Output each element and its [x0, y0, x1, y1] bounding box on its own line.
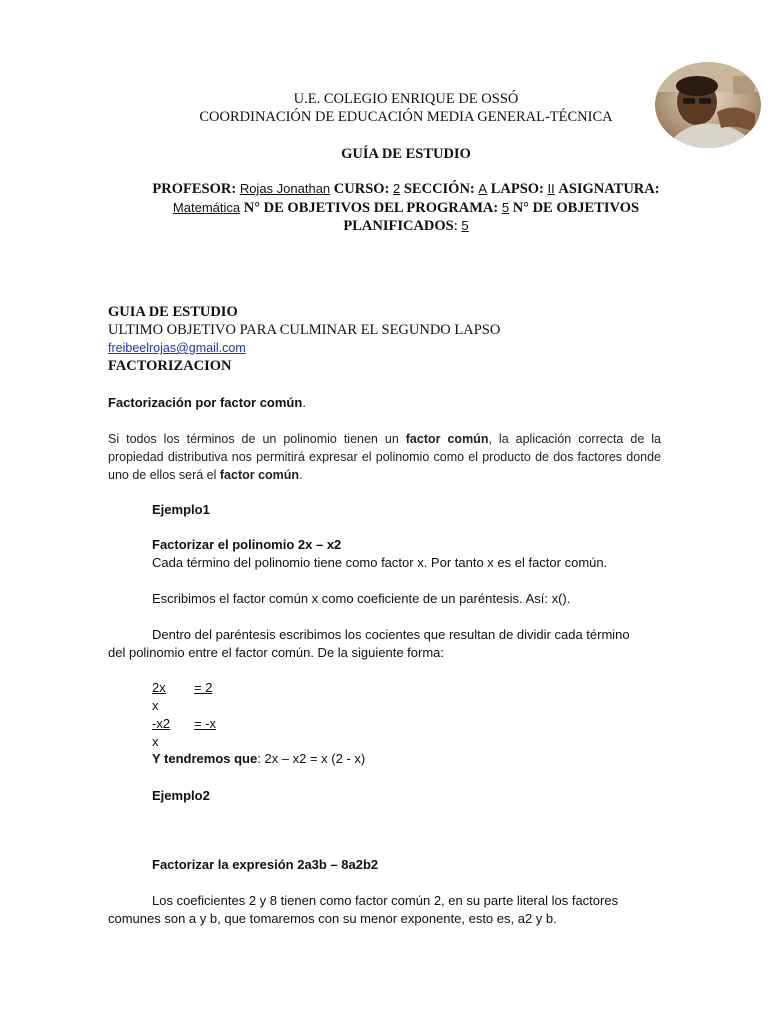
lapso-value: II [547, 181, 555, 196]
intro-bold-1: factor común [405, 432, 489, 446]
fraction2-denominator: x [152, 734, 159, 749]
subtopic-period: . [302, 395, 306, 410]
fraction2-numerator: -x2 [152, 716, 171, 731]
fraction1-row [152, 680, 212, 695]
objetivos-planificados-value: 5 [461, 218, 469, 233]
subtopic-heading [108, 395, 306, 410]
result-expression: : 2x – x2 = x (2 - x) [257, 751, 366, 766]
objetivos-planificados-label: N° DE OBJETIVOS [512, 200, 640, 216]
example1-line1: Cada término del polinomio tiene como factor x. Por tanto x es el factor común. [152, 555, 608, 570]
example1-line2: Escribimos el factor común x como coeficiente de un paréntesis. Así: x(). [152, 591, 571, 606]
fraction2-row [152, 716, 216, 731]
result-line [152, 751, 365, 766]
curso-label: CURSO: [333, 181, 390, 197]
objetivos-programa-label: N° DE OBJETIVOS DEL PROGRAMA: [243, 200, 499, 216]
intro-text-2: , la aplicación correcta de la propiedad distributiva nos permitirá expresar el polinomio como el producto de dos factores donde uno de ellos será el [108, 432, 661, 482]
asignatura-label: ASIGNATURA: [558, 181, 660, 197]
lapso-label: LAPSO: [490, 181, 544, 197]
topic-heading: FACTORIZACION [108, 358, 232, 374]
info-line-2 [100, 200, 712, 217]
coordination-name: COORDINACIÓN DE EDUCACIÓN MEDIA GENERAL-TÉCNICA [199, 109, 613, 125]
subtopic-text: Factorización por factor común [108, 395, 303, 410]
profesor-label: PROFESOR: [152, 181, 237, 197]
intro-paragraph [108, 430, 661, 484]
info-line-1 [100, 181, 712, 198]
fraction1-numerator: 2x [152, 680, 166, 695]
example2-title: Factorizar la expresión 2a3b – 8a2b2 [152, 857, 379, 872]
asignatura-value: Matemática [172, 200, 241, 215]
section-heading: GUIA DE ESTUDIO [108, 304, 238, 320]
profesor-value: Rojas Jonathan [239, 181, 331, 196]
fraction1-denominator: x [152, 698, 159, 713]
school-name: U.E. COLEGIO ENRIQUE DE OSSÓ [293, 91, 519, 107]
section-subtitle: ULTIMO OBJETIVO PARA CULMINAR EL SEGUNDO LAPSO [108, 322, 501, 338]
guide-title: GUÍA DE ESTUDIO [341, 146, 471, 162]
example1-line3b: del polinomio entre el factor común. De la siguiente forma: [108, 645, 445, 660]
planificados-label: PLANIFICADOS [343, 218, 454, 234]
example1-title: Factorizar el polinomio 2x – x2 [152, 537, 342, 552]
objetivos-programa-value: 5 [501, 200, 510, 215]
intro-text-1: Si todos los términos de un polinomio tienen un [108, 432, 406, 446]
example2-line1a: Los coeficientes 2 y 8 tienen como factor común 2, en su parte literal los factores [152, 893, 619, 908]
info-line-3 [100, 218, 712, 235]
intro-text-3: . [299, 468, 303, 482]
fraction2-result: = -x [194, 716, 217, 731]
intro-bold-2: factor común [219, 468, 300, 482]
example1-label: Ejemplo1 [152, 502, 210, 517]
email-link[interactable]: freibeelrojas@gmail.com [108, 341, 246, 355]
curso-value: 2 [393, 181, 401, 196]
example2-line1b: comunes son a y b, que tomaremos con su menor exponente, esto es, a2 y b. [108, 911, 557, 926]
result-label: Y tendremos que [152, 751, 258, 766]
seccion-value: A [478, 181, 488, 196]
example1-line3a: Dentro del paréntesis escribimos los cocientes que resultan de dividir cada término [152, 627, 630, 642]
planificados-colon: : [453, 218, 458, 234]
example2-label: Ejemplo2 [152, 788, 210, 803]
fraction1-result: = 2 [194, 680, 213, 695]
seccion-label: SECCIÓN: [403, 181, 475, 197]
